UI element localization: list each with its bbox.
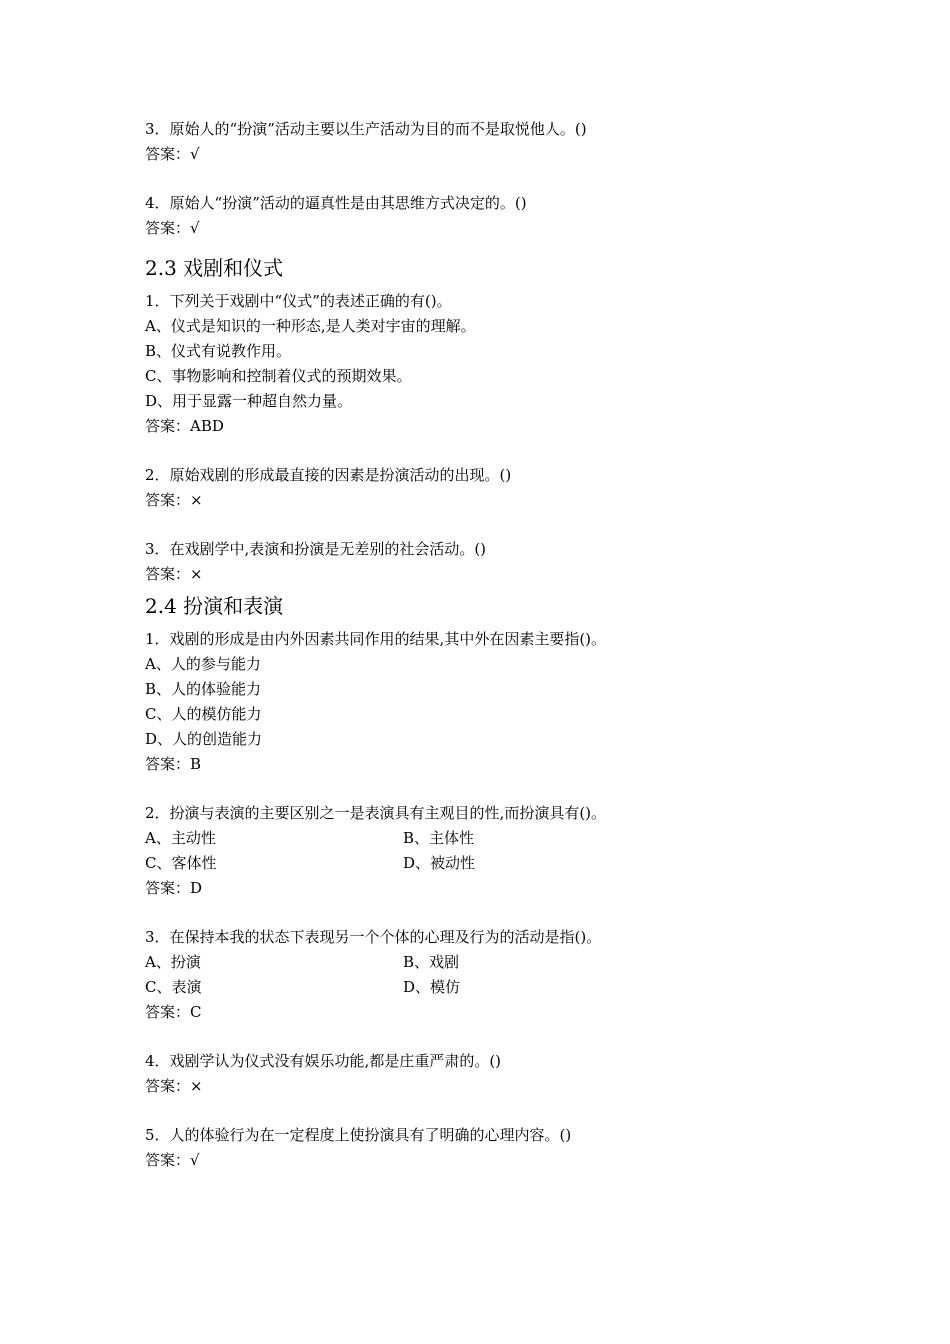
answer-text: 答案：ABD: [145, 417, 224, 435]
option-text: B、人的体验能力: [145, 680, 262, 698]
question-text: 1．戏剧的形成是由内外因素共同作用的结果,其中外在因素主要指()。: [145, 630, 607, 648]
question-text: 2．原始戏剧的形成最直接的因素是扮演活动的出现。(): [145, 466, 512, 484]
option-text: C、表演: [145, 978, 202, 996]
question-text: 4．原始人“扮演”活动的逼真性是由其思维方式决定的。(): [145, 194, 527, 212]
option-text: B、仪式有说教作用。: [145, 342, 292, 360]
option-text: D、被动性: [403, 854, 476, 872]
question-text: 3．在戏剧学中,表演和扮演是无差别的社会活动。(): [145, 540, 487, 558]
option-row: [145, 851, 845, 876]
option-text: D、人的创造能力: [145, 730, 263, 748]
question-text: 4．戏剧学认为仪式没有娱乐功能,都是庄重严肃的。(): [145, 1052, 502, 1070]
question-text: 5．人的体验行为在一定程度上使扮演具有了明确的心理内容。(): [145, 1126, 572, 1144]
option-text: A、主动性: [145, 829, 216, 847]
option-text: D、用于显露一种超自然力量。: [145, 392, 353, 410]
answer-text: 答案：D: [145, 879, 203, 897]
option-row: [145, 975, 845, 1000]
option-text: C、事物影响和控制着仪式的预期效果。: [145, 367, 412, 385]
option-text: C、人的模仿能力: [145, 705, 262, 723]
option-text: A、扮演: [145, 953, 201, 971]
answer-text: 答案：×: [145, 491, 203, 509]
option-text: B、主体性: [403, 829, 475, 847]
question-text: 3．在保持本我的状态下表现另一个个体的心理及行为的活动是指()。: [145, 928, 602, 946]
question-text: 1．下列关于戏剧中“仪式”的表述正确的有()。: [145, 292, 452, 310]
answer-text: 答案：√: [145, 1151, 200, 1169]
option-text: C、客体性: [145, 854, 217, 872]
section-heading: 2.4 扮演和表演: [145, 594, 284, 618]
section-heading: 2.3 戏剧和仪式: [145, 256, 284, 280]
answer-text: 答案：B: [145, 755, 202, 773]
option-row: [145, 950, 845, 975]
question-text: 3．原始人的“扮演”活动主要以生产活动为目的而不是取悦他人。(): [145, 120, 587, 138]
option-text: B、戏剧: [403, 953, 460, 971]
option-text: A、人的参与能力: [145, 655, 261, 673]
option-row: [145, 826, 845, 851]
option-text: D、模仿: [403, 978, 461, 996]
answer-text: 答案：×: [145, 1077, 203, 1095]
answer-text: 答案：C: [145, 1003, 202, 1021]
answer-text: 答案：√: [145, 145, 200, 163]
answer-text: 答案：×: [145, 565, 203, 583]
document-page: [145, 117, 845, 1173]
question-text: 2．扮演与表演的主要区别之一是表演具有主观目的性,而扮演具有()。: [145, 804, 607, 822]
answer-text: 答案：√: [145, 219, 200, 237]
option-text: A、仪式是知识的一种形态,是人类对宇宙的理解。: [145, 317, 476, 335]
